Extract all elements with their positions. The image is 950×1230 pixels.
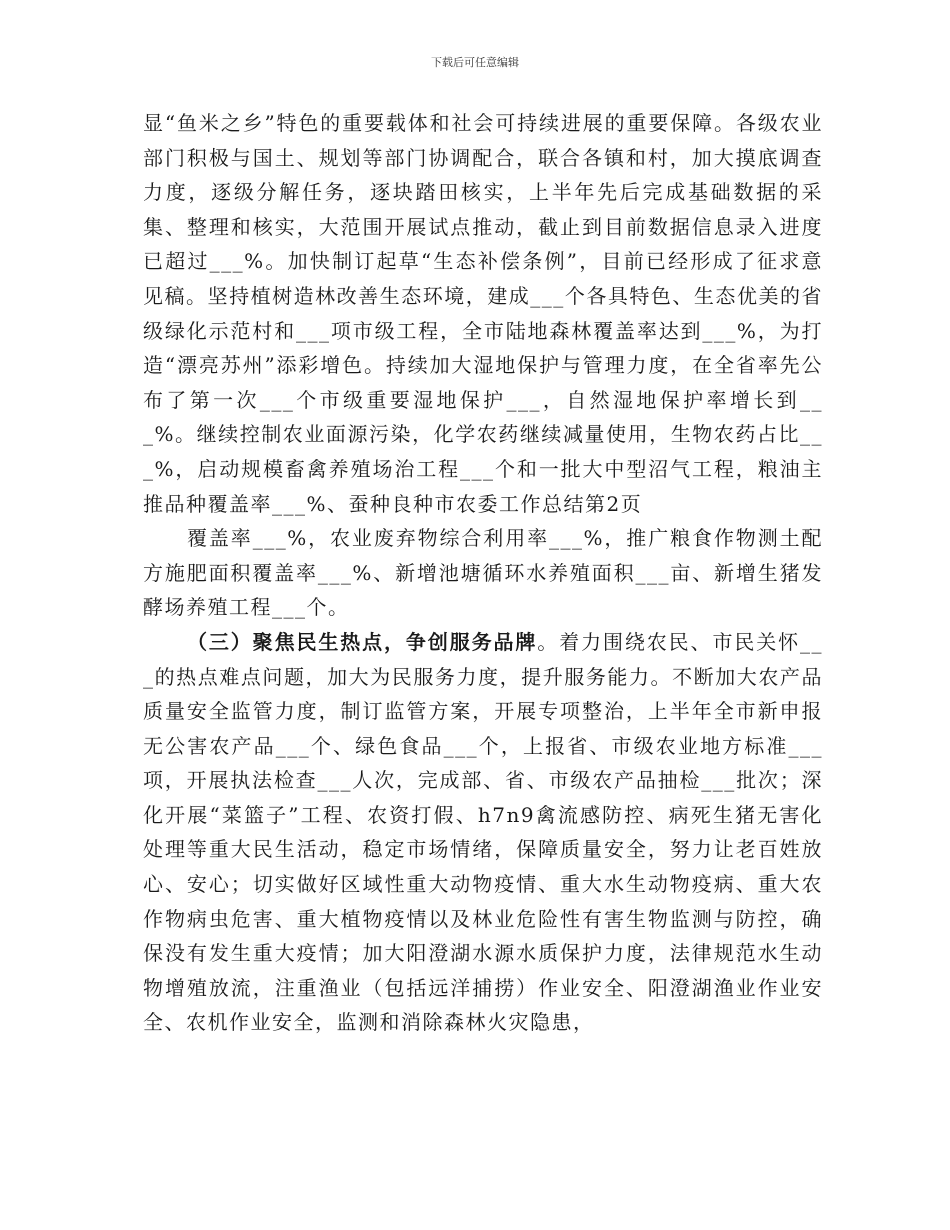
paragraph-ecology-continued: 显“鱼米之乡”特色的重要载体和社会可持续进展的重要保障。各级农业部门积极与国土、规划等部门协调配合，联合各镇和村，加大摸底调查力度，逐级分解任务，逐块踏田核实，上半年先后完成基础数据的采集、整理和核实，大范围开展试点推动，截止到目前数据信息录入进度已超过___%。加快制订起草“生态补偿条例”，目前已经形成了征求意见稿。坚持植树造林改善生态环境，建成___个各具特色、生态优美的省级绿化示范村和___项市级工程，全市陆地森林覆盖率达到___%，为打造“漂亮苏州”添彩增色。持续加大湿地保护与管理力度，在全省率先公布了第一次___个市级重要湿地保护___，自然湿地保护率增长到___%。继续控制农业面源污染，化学农药继续减量使用，生物农药占比___%，启动规模畜禽养殖场治工程___个和一批大中型沼气工程，粮油主推品种覆盖率___%、蚕种良种市农委工作总结第2页: [143, 111, 823, 516]
header-note: 下载后可任意编辑: [431, 56, 519, 69]
document-body: [143, 106, 823, 1040]
section-heading: （三）聚焦民生热点，争创服务品牌: [187, 629, 538, 654]
paragraph-coverage-rates: 覆盖率___%，农业废弃物综合利用率___%，推广粮食作物测土配方施肥面积覆盖率___%、新增池塘循环水养殖面积___亩、新增生猪发酵场养殖工程___个。: [143, 526, 823, 620]
paragraph-livelihood-text: 。着力围绕农民、市民关怀___的热点难点问题，加大为民服务力度，提升服务能力。不断加大农产品质量安全监管力度，制订监管方案，开展专项整治，上半年全市新申报无公害农产品___个、绿色食品___个，上报省、市级农业地方标准___项，开展执法检查___人次，完成部、省、市级农产品抽检___批次；深化开展“菜篮子”工程、农资打假、h7n9禽流感防控、病死生猪无害化处理等重大民生活动，稳定市场情绪，保障质量安全，努力让老百姓放心、安心；切实做好区域性重大动物疫情、重大水生动物疫病、重大农作物病虫危害、重大植物疫情以及林业危险性有害生物监测与防控，确保没有发生重大疫情；加大阳澄湖水源水质保护力度，法律规范水生动物增殖放流，注重渔业（包括远洋捕捞）作业安全、阳澄湖渔业作业安全、农机作业安全，监测和消除森林火灾隐患，: [143, 629, 824, 1035]
paragraph-livelihood-services: [143, 625, 823, 1040]
